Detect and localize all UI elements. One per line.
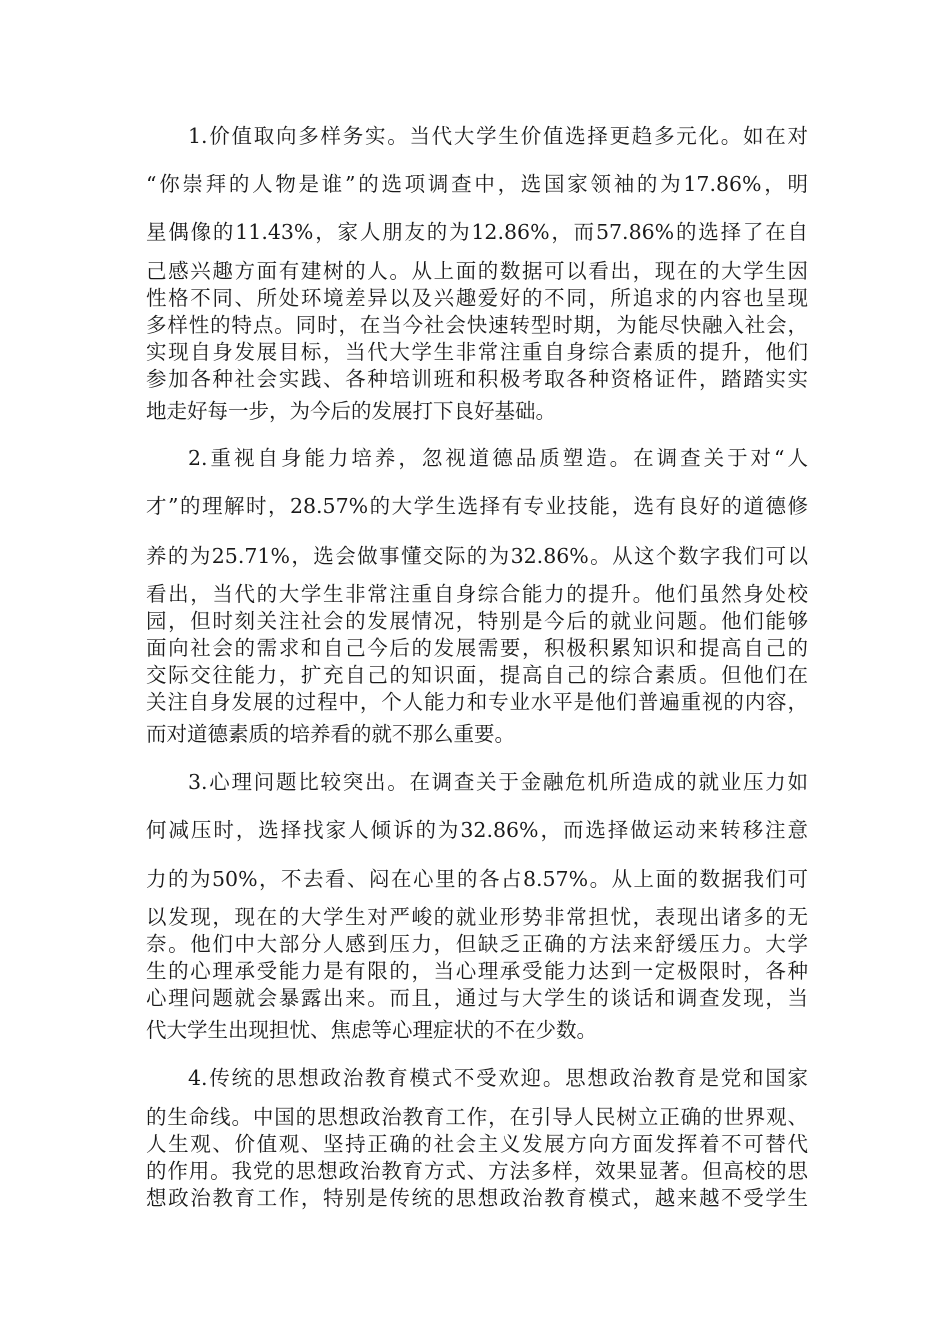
- document-text-line: 才”的理解时，28.57%的大学生选择有专业技能，选有良好的道德修: [146, 494, 808, 518]
- document-text-line: 何减压时，选择找家人倾诉的为32.86%，而选择做运动来转移注意: [146, 818, 808, 842]
- document-text-line: 园，但时刻关注社会的发展情况，特别是今后的就业问题。他们能够: [146, 609, 808, 633]
- document-text-line: 3.心理问题比较突出。在调查关于金融危机所造成的就业压力如: [188, 770, 808, 794]
- document-text-line: “你崇拜的人物是谁”的选项调查中，选国家领袖的为17.86%，明: [146, 172, 808, 196]
- document-text-line: 1.价值取向多样务实。当代大学生价值选择更趋多元化。如在对: [188, 124, 808, 148]
- document-text-line: 2.重视自身能力培养，忽视道德品质塑造。在调查关于对“人: [188, 446, 808, 470]
- document-text-line: 代大学生出现担忧、焦虑等心理症状的不在少数。: [146, 1018, 597, 1042]
- document-text-line: 地走好每一步，为今后的发展打下良好基础。: [146, 399, 556, 423]
- document-text-line: 奈。他们中大部分人感到压力，但缺乏正确的方法来舒缓压力。大学: [146, 932, 808, 956]
- document-text-line: 己感兴趣方面有建树的人。从上面的数据可以看出，现在的大学生因: [146, 259, 808, 283]
- document-text-line: 4.传统的思想政治教育模式不受欢迎。思想政治教育是党和国家: [188, 1066, 808, 1090]
- document-text-line: 想政治教育工作，特别是传统的思想政治教育模式，越来越不受学生: [146, 1186, 808, 1210]
- document-text-line: 养的为25.71%，选会做事懂交际的为32.86%。从这个数字我们可以: [146, 544, 808, 568]
- document-text-line: 多样性的特点。同时，在当今社会快速转型时期，为能尽快融入社会，: [146, 313, 808, 337]
- document-text-line: 以发现，现在的大学生对严峻的就业形势非常担忧，表现出诸多的无: [146, 905, 808, 929]
- document-text-line: 关注自身发展的过程中，个人能力和专业水平是他们普遍重视的内容，: [146, 690, 808, 714]
- document-text-line: 的作用。我党的思想政治教育方式、方法多样，效果显著。但高校的思: [146, 1159, 808, 1183]
- document-text-line: 而对道德素质的培养看的就不那么重要。: [146, 722, 515, 746]
- document-text-line: 心理问题就会暴露出来。而且，通过与大学生的谈话和调查发现，当: [146, 986, 808, 1010]
- document-text-line: 交际交往能力，扩充自己的知识面，提高自己的综合素质。但他们在: [146, 663, 808, 687]
- document-text-line: 性格不同、所处环境差异以及兴趣爱好的不同，所追求的内容也呈现: [146, 286, 808, 310]
- document-text-line: 参加各种社会实践、各种培训班和积极考取各种资格证件，踏踏实实: [146, 367, 808, 391]
- document-text-line: 看出，当代的大学生非常注重自身综合能力的提升。他们虽然身处校: [146, 582, 808, 606]
- document-text-line: 面向社会的需求和自己今后的发展需要，积极积累知识和提高自己的: [146, 636, 808, 660]
- document-text-line: 实现自身发展目标，当代大学生非常注重自身综合素质的提升，他们: [146, 340, 808, 364]
- document-text-line: 力的为50%，不去看、闷在心里的各占8.57%。从上面的数据我们可: [146, 867, 808, 891]
- document-text-line: 生的心理承受能力是有限的，当心理承受能力达到一定极限时，各种: [146, 959, 808, 983]
- document-text-line: 星偶像的11.43%，家人朋友的为12.86%，而57.86%的选择了在自: [146, 220, 808, 244]
- document-text-line: 的生命线。中国的思想政治教育工作，在引导人民树立正确的世界观、: [146, 1105, 808, 1129]
- document-text-line: 人生观、价值观、坚持正确的社会主义发展方向方面发挥着不可替代: [146, 1132, 808, 1156]
